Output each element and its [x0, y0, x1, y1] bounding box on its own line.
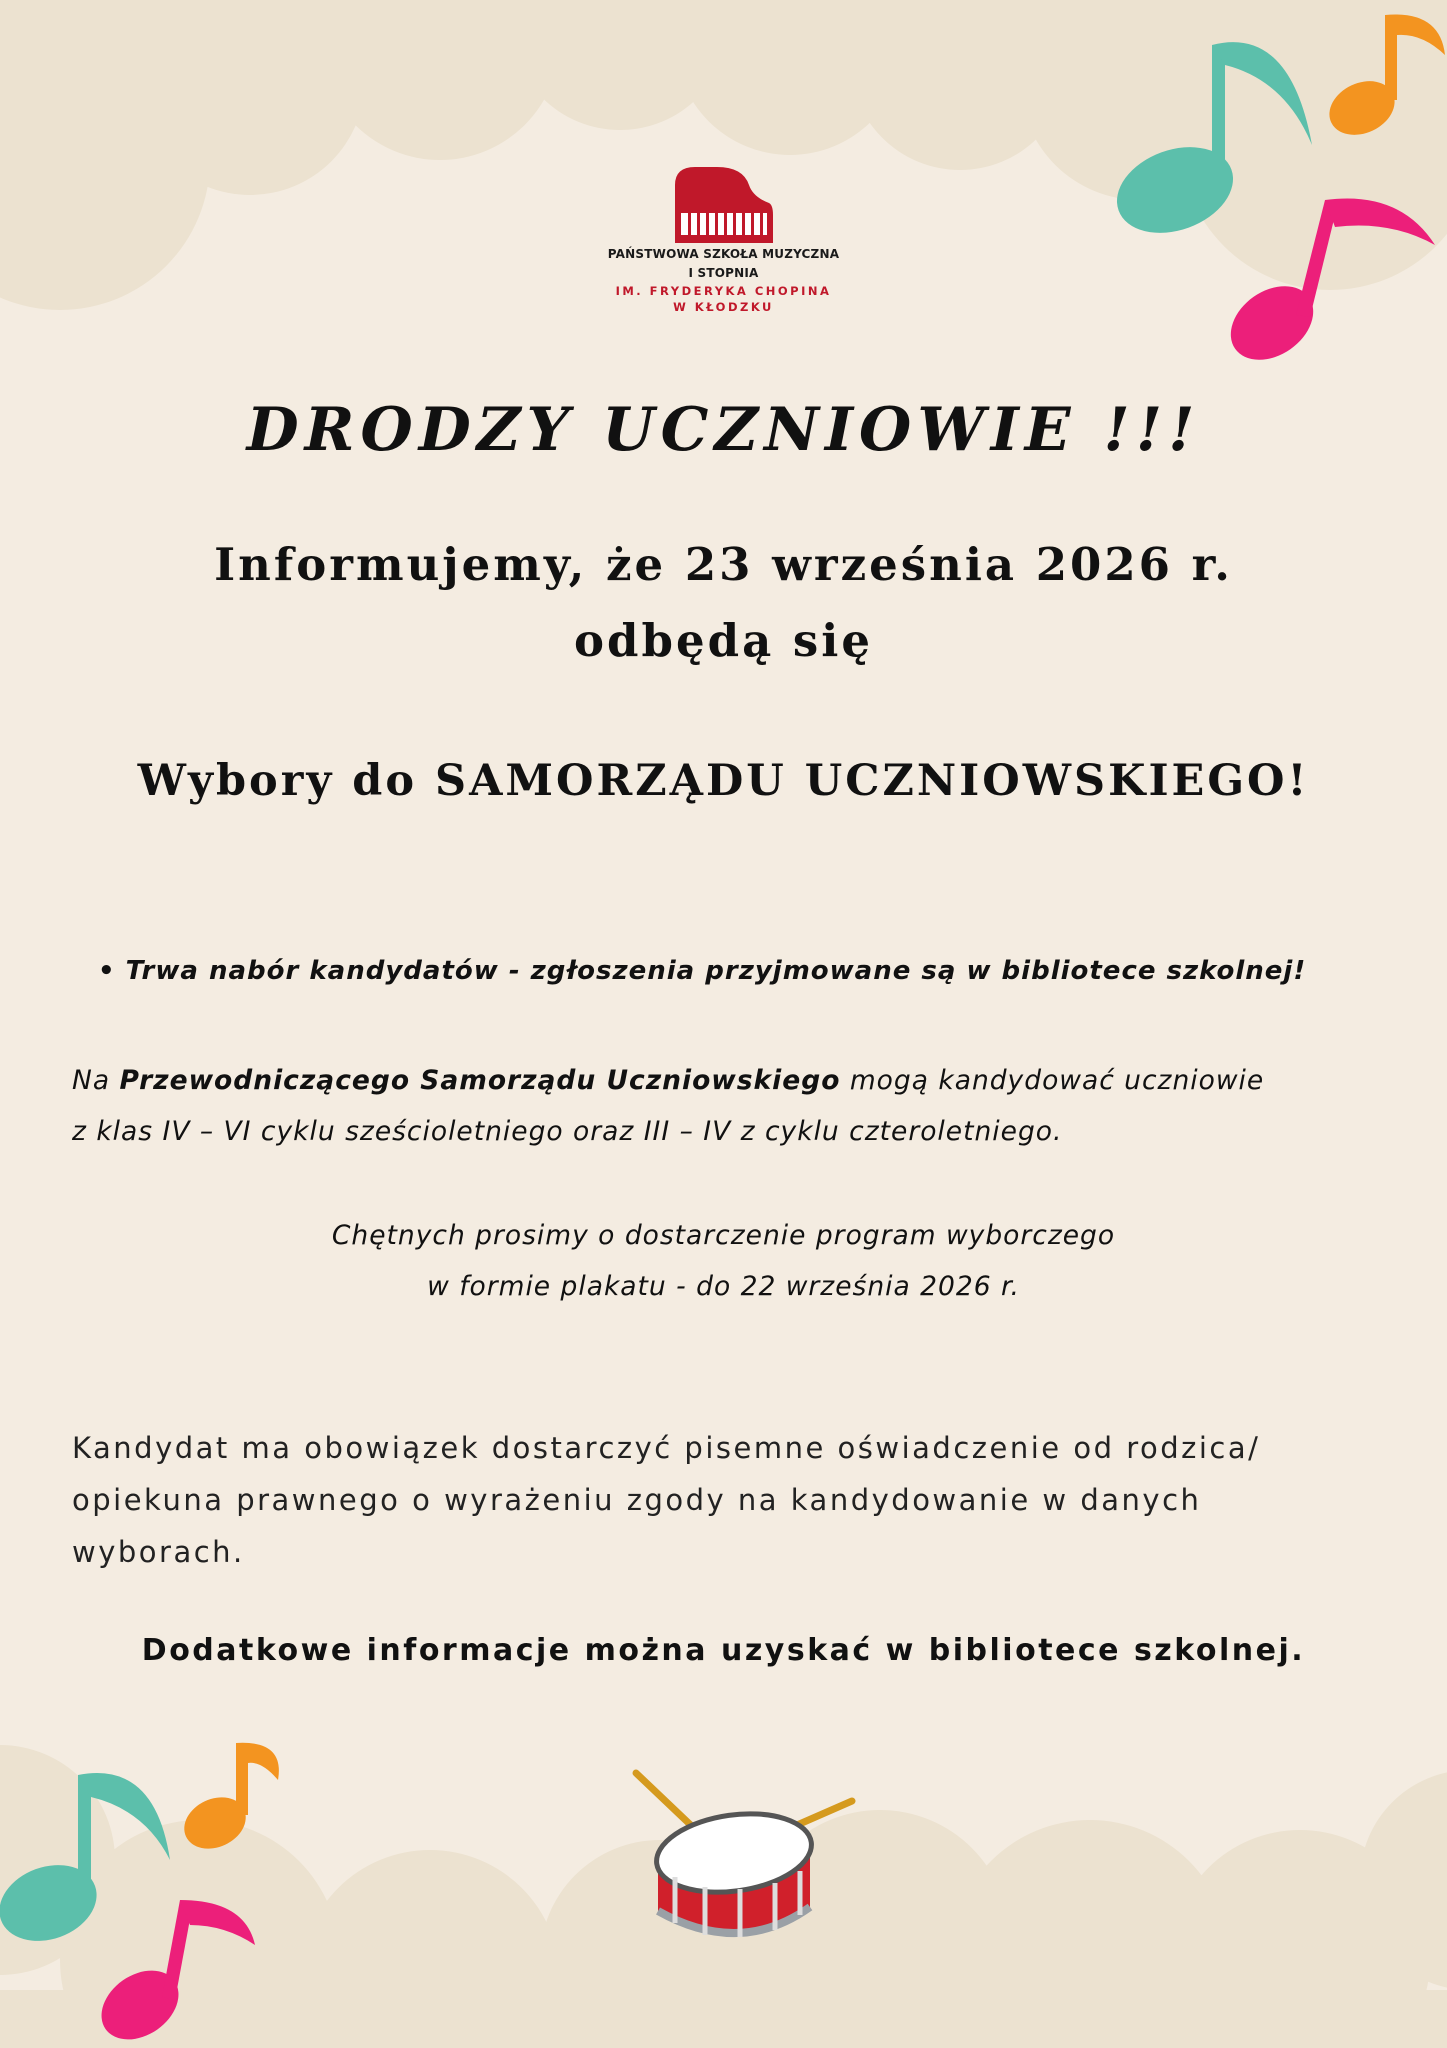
- logo-school-name: PAŃSTWOWA SZKOŁA MUZYCZNA: [607, 247, 840, 261]
- election-headline: Wybory do SAMORZĄDU UCZNIOWSKIEGO!: [137, 756, 1310, 806]
- program-request-line1: Chętnych prosimy o dostarczenie program wyborczego: [331, 1220, 1116, 1251]
- drum-icon: [630, 1765, 860, 1945]
- consent-line3: wyborach.: [72, 1535, 245, 1569]
- page-title: DRODZY UCZNIOWIE !!!: [246, 395, 1201, 465]
- announcement-date-line: Informujemy, że 23 września 2026 r.: [214, 538, 1233, 591]
- recruitment-bullet: • Trwa nabór kandydatów - zgłoszenia przyjmowane są w bibliotece szkolnej!: [98, 956, 1307, 986]
- announcement-event-line: odbędą się: [574, 614, 873, 667]
- logo-patron: IM. FRYDERYKA CHOPINA: [615, 284, 832, 298]
- candidate-eligibility: [72, 1055, 1402, 1157]
- president-role: Przewodniczącego Samorządu Uczniowskiego: [119, 1065, 841, 1096]
- additional-info: Dodatkowe informacje można uzyskać w bibliotece szkolnej.: [141, 1633, 1306, 1668]
- candidate-eligibility-line2: z klas IV – VI cyklu sześcioletniego oraz III – IV z cyklu czteroletniego.: [72, 1116, 1063, 1147]
- music-notes-icon: [0, 1735, 300, 2048]
- parental-consent-notice: [72, 1422, 1392, 1578]
- music-notes-icon: [1100, 5, 1447, 370]
- announcement-intro: [0, 527, 1447, 679]
- consent-line2: opiekuna prawnego o wyrażeniu zgody na kandydowanie w danych: [72, 1483, 1202, 1517]
- program-request: [0, 1210, 1447, 1312]
- grand-piano-icon: [673, 165, 775, 245]
- consent-line1: Kandydat ma obowiązek dostarczyć pisemne oświadczenie od rodzica/: [72, 1431, 1261, 1465]
- logo-city: W KŁODZKU: [673, 300, 774, 314]
- logo-school-level: I STOPNIA: [688, 266, 759, 280]
- program-request-line2: w formie plakatu - do 22 września 2026 r.: [427, 1271, 1020, 1302]
- candidate-eligibility-line1: Na Przewodniczącego Samorządu Uczniowskiego mogą kandydować uczniowie: [72, 1065, 1265, 1096]
